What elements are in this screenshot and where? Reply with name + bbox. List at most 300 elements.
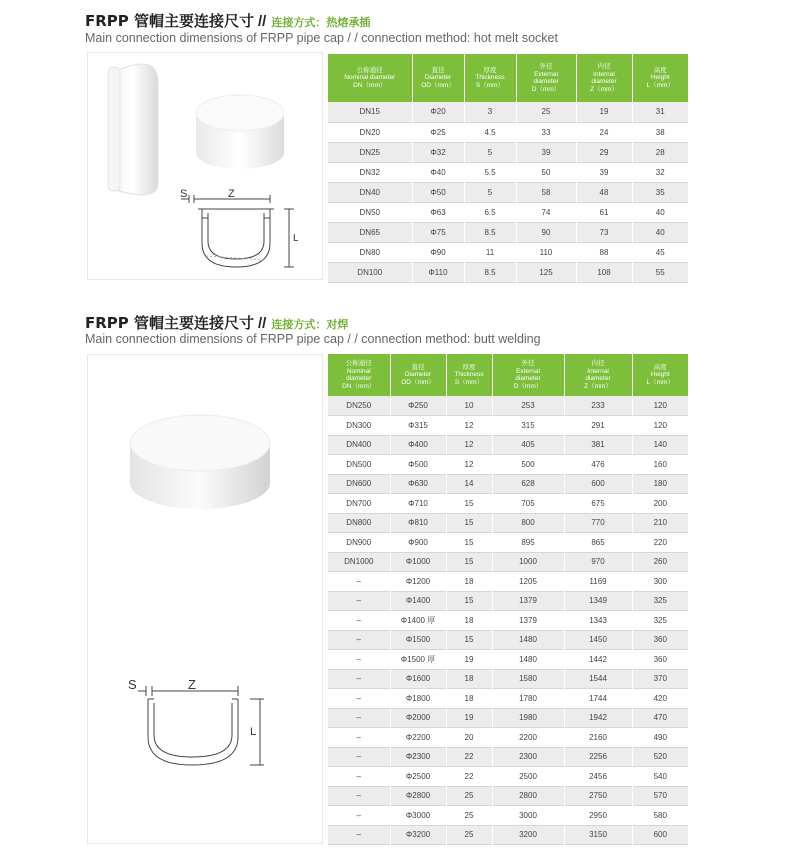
- table-cell: 38: [632, 122, 688, 142]
- table-row: [328, 708, 688, 728]
- table-cell: Φ40: [412, 162, 464, 182]
- table-cell: 40: [632, 202, 688, 222]
- table-cell: 40: [632, 222, 688, 242]
- table-cell: 48: [576, 182, 632, 202]
- table-cell: –: [328, 630, 390, 650]
- table-cell: 39: [576, 162, 632, 182]
- header-line: S（mm）: [454, 378, 484, 386]
- table-cell: 33: [516, 122, 576, 142]
- table-cell: 19: [576, 102, 632, 122]
- table-cell: 35: [632, 182, 688, 202]
- header-line: diameter: [346, 375, 372, 382]
- table-row: [328, 435, 688, 455]
- table-cell: DN15: [328, 102, 412, 122]
- table-cell: 580: [632, 806, 688, 826]
- table-cell: 2300: [492, 747, 564, 767]
- table-cell: DN65: [328, 222, 412, 242]
- table-cell: 260: [632, 552, 688, 572]
- table-cell: 2160: [564, 728, 632, 748]
- table-cell: 520: [632, 747, 688, 767]
- table-cell: Φ20: [412, 102, 464, 122]
- table-cell: DN1000: [328, 552, 390, 572]
- table-cell: 3150: [564, 825, 632, 845]
- section1-header-col-3: [516, 54, 576, 102]
- header-line: diameter: [515, 375, 541, 382]
- table-row: [328, 474, 688, 494]
- table-cell: –: [328, 728, 390, 748]
- table-cell: 1980: [492, 708, 564, 728]
- table-cell: 28: [632, 142, 688, 162]
- table-cell: 73: [576, 222, 632, 242]
- table-cell: 1544: [564, 669, 632, 689]
- table-cell: Φ50: [412, 182, 464, 202]
- table-cell: DN400: [328, 435, 390, 455]
- section1-title-method: 连接方式：热熔承插: [271, 16, 371, 29]
- header-line: Height: [650, 371, 670, 379]
- table-cell: 15: [446, 552, 492, 572]
- table-cell: 1744: [564, 689, 632, 709]
- table-cell: 125: [516, 262, 576, 282]
- section1-dim-s: S: [180, 188, 188, 200]
- table-cell: DN600: [328, 474, 390, 494]
- table-cell: Φ2000: [390, 708, 446, 728]
- section2-header-col-4: [564, 354, 632, 396]
- table-cell: 970: [564, 552, 632, 572]
- table-cell: 3000: [492, 806, 564, 826]
- header-line: DN（mm）: [342, 382, 376, 390]
- header-line: Z（mm）: [590, 85, 618, 93]
- table-cell: DN500: [328, 455, 390, 475]
- table-cell: 22: [446, 767, 492, 787]
- table-cell: 470: [632, 708, 688, 728]
- header-line: External: [534, 70, 558, 78]
- table-cell: 18: [446, 689, 492, 709]
- table-cell: Φ3200: [390, 825, 446, 845]
- header-line: L（mm）: [646, 378, 674, 386]
- table-cell: 1442: [564, 650, 632, 670]
- table-cell: 90: [516, 222, 576, 242]
- table-cell: 405: [492, 435, 564, 455]
- table-cell: 253: [492, 396, 564, 416]
- table-cell: 12: [446, 416, 492, 436]
- table-cell: Φ25: [412, 122, 464, 142]
- table-cell: 570: [632, 786, 688, 806]
- table-cell: 12: [446, 435, 492, 455]
- table-cell: DN50: [328, 202, 412, 222]
- table-cell: 74: [516, 202, 576, 222]
- table-cell: Φ900: [390, 533, 446, 553]
- table-cell: 2950: [564, 806, 632, 826]
- table-cell: 15: [446, 630, 492, 650]
- header-line: Internal: [593, 70, 615, 78]
- header-line: 内径: [591, 360, 605, 367]
- table-cell: 628: [492, 474, 564, 494]
- table-row: [328, 689, 688, 709]
- table-cell: Φ2800: [390, 786, 446, 806]
- header-line: 厚度: [462, 363, 476, 371]
- table-row: [328, 767, 688, 787]
- table-cell: 5.5: [464, 162, 516, 182]
- table-cell: Φ630: [390, 474, 446, 494]
- header-line: Height: [650, 74, 670, 82]
- table-cell: –: [328, 767, 390, 787]
- header-line: S（mm）: [475, 81, 505, 89]
- table-cell: 895: [492, 533, 564, 553]
- table-cell: –: [328, 786, 390, 806]
- table-cell: Φ2500: [390, 767, 446, 787]
- section2-technical-drawing: [138, 686, 264, 765]
- table-cell: DN40: [328, 182, 412, 202]
- table-cell: 2456: [564, 767, 632, 787]
- table-cell: 8.5: [464, 262, 516, 282]
- section2-header-col-2: [446, 354, 492, 396]
- section2-title-method: 连接方式：对焊: [271, 318, 349, 331]
- table-cell: 291: [564, 416, 632, 436]
- table-cell: –: [328, 650, 390, 670]
- section1-header-col-2: [464, 54, 516, 102]
- table-cell: 14: [446, 474, 492, 494]
- table-cell: –: [328, 747, 390, 767]
- header-line: 外径: [521, 360, 535, 367]
- header-line: 公称通径: [345, 360, 372, 367]
- table-cell: Φ110: [412, 262, 464, 282]
- table-cell: 210: [632, 513, 688, 533]
- table-cell: Φ1400: [390, 591, 446, 611]
- table-cell: 1580: [492, 669, 564, 689]
- header-line: 公称通径: [356, 66, 383, 74]
- table-cell: 360: [632, 650, 688, 670]
- table-cell: 1169: [564, 572, 632, 592]
- socket-cap-illustration: [88, 53, 324, 281]
- table-cell: DN700: [328, 494, 390, 514]
- table-row: [328, 806, 688, 826]
- table-cell: 500: [492, 455, 564, 475]
- table-cell: DN32: [328, 162, 412, 182]
- table-cell: 1780: [492, 689, 564, 709]
- header-line: 外径: [539, 63, 553, 70]
- header-line: Z（mm）: [584, 382, 612, 390]
- table-cell: DN100: [328, 262, 412, 282]
- table-cell: 540: [632, 767, 688, 787]
- table-cell: 1379: [492, 611, 564, 631]
- section1-technical-drawing: [181, 195, 294, 267]
- table-cell: Φ500: [390, 455, 446, 475]
- header-line: 高度: [653, 66, 667, 74]
- table-cell: 31: [632, 102, 688, 122]
- table-cell: 15: [446, 533, 492, 553]
- table-cell: –: [328, 708, 390, 728]
- table-cell: 370: [632, 669, 688, 689]
- header-line: DN（mm）: [353, 81, 387, 89]
- table-cell: Φ250: [390, 396, 446, 416]
- table-cell: Φ1500: [390, 630, 446, 650]
- table-cell: DN20: [328, 122, 412, 142]
- table-cell: 3: [464, 102, 516, 122]
- header-line: OD（mm）: [421, 81, 455, 89]
- table-cell: DN300: [328, 416, 390, 436]
- table-row: [328, 102, 688, 122]
- section1-title-main: FRPP 管帽主要连接尺寸: [85, 12, 255, 30]
- table-cell: 490: [632, 728, 688, 748]
- table-cell: 6.5: [464, 202, 516, 222]
- table-cell: 8.5: [464, 222, 516, 242]
- table-cell: 2500: [492, 767, 564, 787]
- table-cell: 22: [446, 747, 492, 767]
- table-cell: 5: [464, 182, 516, 202]
- table-cell: 25: [516, 102, 576, 122]
- table-cell: 220: [632, 533, 688, 553]
- table-cell: –: [328, 689, 390, 709]
- header-line: diameter: [585, 375, 611, 382]
- table-cell: 1480: [492, 650, 564, 670]
- header-line: Nominal diameter: [344, 74, 396, 82]
- table-cell: 2256: [564, 747, 632, 767]
- table-row: [328, 747, 688, 767]
- table-cell: Φ32: [412, 142, 464, 162]
- table-row: [328, 825, 688, 845]
- table-row: [328, 455, 688, 475]
- section1-header-col-0: [328, 54, 412, 102]
- header-line: 直径: [431, 66, 445, 74]
- table-row: [328, 142, 688, 162]
- table-row: [328, 122, 688, 142]
- table-row: [328, 728, 688, 748]
- table-cell: Φ2300: [390, 747, 446, 767]
- table-cell: –: [328, 806, 390, 826]
- section1-header-col-4: [576, 54, 632, 102]
- table-cell: Φ710: [390, 494, 446, 514]
- table-cell: 32: [632, 162, 688, 182]
- table-cell: 1349: [564, 591, 632, 611]
- cap-top-view: [196, 95, 284, 169]
- table-cell: 300: [632, 572, 688, 592]
- table-cell: 1343: [564, 611, 632, 631]
- table-cell: 325: [632, 611, 688, 631]
- table-cell: Φ1400 厚: [390, 611, 446, 631]
- table-cell: 381: [564, 435, 632, 455]
- table-cell: 4.5: [464, 122, 516, 142]
- section1-header-col-5: [632, 54, 688, 102]
- table-cell: –: [328, 591, 390, 611]
- table-cell: 110: [516, 242, 576, 262]
- cap-side-view: [108, 64, 158, 195]
- table-cell: 29: [576, 142, 632, 162]
- table-cell: Φ1200: [390, 572, 446, 592]
- table-cell: 50: [516, 162, 576, 182]
- header-line: L（mm）: [646, 81, 674, 89]
- section1-header-row: [328, 54, 688, 102]
- table-cell: 45: [632, 242, 688, 262]
- table-cell: –: [328, 825, 390, 845]
- header-line: diameter: [591, 78, 617, 85]
- table-cell: 420: [632, 689, 688, 709]
- table-row: [328, 182, 688, 202]
- table-cell: 325: [632, 591, 688, 611]
- section2-dim-l: L: [250, 726, 257, 738]
- table-cell: 2750: [564, 786, 632, 806]
- table-cell: 120: [632, 396, 688, 416]
- section2-header-col-3: [492, 354, 564, 396]
- table-cell: –: [328, 611, 390, 631]
- table-cell: DN80: [328, 242, 412, 262]
- section2-header-row: [328, 354, 688, 396]
- header-line: Thickness: [475, 74, 505, 82]
- table-cell: 315: [492, 416, 564, 436]
- table-cell: 140: [632, 435, 688, 455]
- table-cell: 233: [564, 396, 632, 416]
- table-cell: 675: [564, 494, 632, 514]
- table-cell: 1379: [492, 591, 564, 611]
- header-line: 内径: [597, 63, 611, 70]
- table-cell: 24: [576, 122, 632, 142]
- table-row: [328, 591, 688, 611]
- table-row: [328, 162, 688, 182]
- table-row: [328, 396, 688, 416]
- table-cell: 108: [576, 262, 632, 282]
- table-cell: 18: [446, 611, 492, 631]
- table-cell: 2800: [492, 786, 564, 806]
- table-row: [328, 572, 688, 592]
- section2-header-col-5: [632, 354, 688, 396]
- table-cell: Φ90: [412, 242, 464, 262]
- header-line: 直径: [411, 363, 425, 371]
- table-cell: 200: [632, 494, 688, 514]
- header-line: D（mm）: [513, 382, 543, 390]
- table-cell: 55: [632, 262, 688, 282]
- table-cell: 15: [446, 513, 492, 533]
- table-row: [328, 650, 688, 670]
- section1-dim-z: Z: [228, 188, 235, 200]
- table-cell: 476: [564, 455, 632, 475]
- table-row: [328, 202, 688, 222]
- table-cell: Φ400: [390, 435, 446, 455]
- table-cell: 770: [564, 513, 632, 533]
- table-row: [328, 494, 688, 514]
- table-cell: 25: [446, 806, 492, 826]
- table-row: [328, 669, 688, 689]
- table-cell: Φ1500 厚: [390, 650, 446, 670]
- header-line: Internal: [587, 367, 609, 375]
- table-cell: 800: [492, 513, 564, 533]
- table-cell: 160: [632, 455, 688, 475]
- table-row: [328, 242, 688, 262]
- section2-subtitle: Main connection dimensions of FRPP pipe cap / / connection method: butt welding: [85, 332, 541, 346]
- header-line: 高度: [653, 363, 667, 371]
- table-cell: 15: [446, 494, 492, 514]
- table-row: [328, 222, 688, 242]
- section2-header-col-0: [328, 354, 390, 396]
- table-row: [328, 611, 688, 631]
- header-line: Diameter: [404, 371, 432, 379]
- section2-dim-z: Z: [188, 677, 196, 692]
- table-cell: 88: [576, 242, 632, 262]
- table-cell: 10: [446, 396, 492, 416]
- table-cell: 20: [446, 728, 492, 748]
- table-cell: 360: [632, 630, 688, 650]
- header-line: Nominal: [346, 367, 371, 375]
- table-cell: 3200: [492, 825, 564, 845]
- section2-dim-s: S: [128, 677, 137, 692]
- table-cell: Φ315: [390, 416, 446, 436]
- table-cell: 18: [446, 572, 492, 592]
- table-cell: Φ810: [390, 513, 446, 533]
- table-cell: 5: [464, 142, 516, 162]
- table-cell: 600: [564, 474, 632, 494]
- header-line: OD（mm）: [401, 378, 435, 386]
- header-line: Thickness: [454, 371, 484, 379]
- section2-title-slash: //: [258, 315, 267, 332]
- table-cell: 120: [632, 416, 688, 436]
- table-cell: 15: [446, 591, 492, 611]
- section1-dim-l: L: [293, 233, 299, 244]
- table-row: [328, 533, 688, 553]
- table-row: [328, 552, 688, 572]
- section1-title: [85, 10, 370, 31]
- table-cell: 19: [446, 650, 492, 670]
- section2-title-main: FRPP 管帽主要连接尺寸: [85, 314, 255, 332]
- table-cell: DN900: [328, 533, 390, 553]
- table-cell: 1000: [492, 552, 564, 572]
- table-cell: 1942: [564, 708, 632, 728]
- table-cell: Φ1800: [390, 689, 446, 709]
- section1-header-col-1: [412, 54, 464, 102]
- table-cell: 12: [446, 455, 492, 475]
- section2-header-col-1: [390, 354, 446, 396]
- table-cell: Φ3000: [390, 806, 446, 826]
- section1-spec-table: [328, 54, 688, 283]
- table-cell: 865: [564, 533, 632, 553]
- table-row: [328, 416, 688, 436]
- table-cell: 58: [516, 182, 576, 202]
- table-cell: 2200: [492, 728, 564, 748]
- table-row: [328, 513, 688, 533]
- table-cell: 180: [632, 474, 688, 494]
- table-cell: 25: [446, 825, 492, 845]
- section1-subtitle: Main connection dimensions of FRPP pipe cap / / connection method: hot melt socket: [85, 31, 558, 45]
- header-line: Diameter: [424, 74, 452, 82]
- table-row: [328, 262, 688, 282]
- table-cell: 19: [446, 708, 492, 728]
- table-cell: 705: [492, 494, 564, 514]
- header-line: diameter: [533, 78, 559, 85]
- table-cell: Φ1600: [390, 669, 446, 689]
- table-cell: 11: [464, 242, 516, 262]
- table-cell: Φ75: [412, 222, 464, 242]
- table-cell: 18: [446, 669, 492, 689]
- table-row: [328, 786, 688, 806]
- butt-weld-cap-illustration: [88, 355, 324, 845]
- table-cell: 1450: [564, 630, 632, 650]
- table-cell: 600: [632, 825, 688, 845]
- table-cell: 39: [516, 142, 576, 162]
- table-cell: Φ63: [412, 202, 464, 222]
- table-cell: 25: [446, 786, 492, 806]
- table-cell: Φ2200: [390, 728, 446, 748]
- section1-title-slash: //: [258, 13, 267, 30]
- table-row: [328, 630, 688, 650]
- table-cell: DN800: [328, 513, 390, 533]
- table-cell: 61: [576, 202, 632, 222]
- table-cell: Φ1000: [390, 552, 446, 572]
- section2-title: [85, 312, 348, 333]
- table-cell: –: [328, 669, 390, 689]
- table-cell: –: [328, 572, 390, 592]
- table-cell: 1480: [492, 630, 564, 650]
- section2-product-photo: [87, 354, 323, 844]
- header-line: 厚度: [483, 66, 497, 74]
- section2-spec-table: [328, 354, 688, 845]
- table-cell: DN25: [328, 142, 412, 162]
